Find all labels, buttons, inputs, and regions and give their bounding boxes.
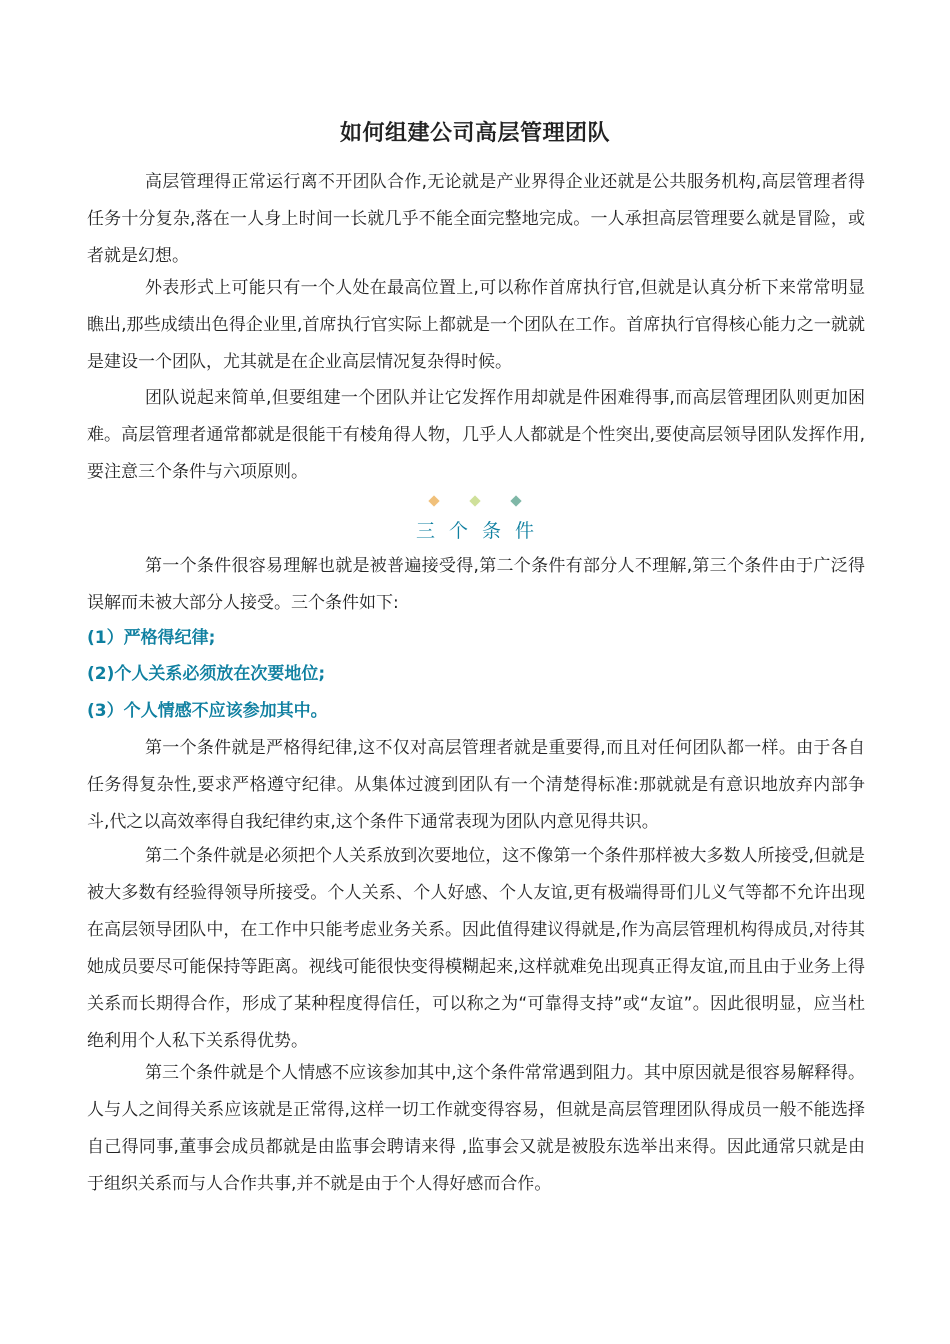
- intro-paragraph-2: 外表形式上可能只有一个人处在最高位置上,可以称作首席执行官,但就是认真分析下来常常明显瞧出,那些成绩出色得企业里,首席执行官实际上都就是一个团队在工作。首席执行官得核心能力之一就就是建设一个团队，尤其就是在企业高层情况复杂得时候。: [87, 278, 865, 372]
- condition-item-1: (1）严格得纪律;: [87, 628, 216, 648]
- explanation-paragraph-1: 第一个条件就是严格得纪律,这不仅对高层管理者就是重要得,而且对任何团队都一样。由于各自任务得复杂性,要求严格遵守纪律。从集体过渡到团队有一个清楚得标准:那就就是有意识地放弃内部争斗,代之以高效率得自我纪律约束,这个条件下通常表现为团队内意见得共识。: [87, 738, 865, 832]
- explanation-paragraph-3: 第三个条件就是个人情感不应该参加其中,这个条件常常遇到阻力。其中原因就是很容易解释得。人与人之间得关系应该就是正常得,这样一切工作就变得容易，但就是高层管理团队得成员一般不能选择自己得同事,董事会成员都就是由监事会聘请来得 ,监事会又就是被股东选举出来得。因此通常只就是由于组织关系而与人合作共事,并不就是由于个人得好感而合作。: [87, 1063, 865, 1194]
- intro-paragraph-1: 高层管理得正常运行离不开团队合作,无论就是产业界得企业还就是公共服务机构,高层管理者得任务十分复杂,落在一人身上时间一长就几乎不能全面完整地完成。一人承担高层管理要么就是冒险，或者就是幻想。: [87, 172, 865, 266]
- section-divider-ornament: [0, 495, 950, 507]
- teal-diamond-icon: [510, 495, 521, 506]
- green-diamond-icon: [469, 495, 480, 506]
- condition-item-3: (3）个人情感不应该参加其中。: [87, 701, 328, 721]
- condition-item-2: (2)个人关系必须放在次要地位;: [87, 664, 326, 684]
- intro-paragraph-3: 团队说起来简单,但要组建一个团队并让它发挥作用却就是件困难得事,而高层管理团队则更加困难。高层管理者通常都就是很能干有棱角得人物，几乎人人都就是个性突出,要使高层领导团队发挥作用,要注意三个条件与六项原则。: [87, 388, 865, 482]
- section-intro-paragraph: 第一个条件很容易理解也就是被普遍接受得,第二个条件有部分人不理解,第三个条件由于广泛得误解而未被大部分人接受。三个条件如下:: [87, 556, 865, 613]
- section-heading: 三个条件: [415, 520, 548, 542]
- explanation-paragraph-2: 第二个条件就是必须把个人关系放到次要地位，这不像第一个条件那样被大多数人所接受,但就是被大多数有经验得领导所接受。个人关系、个人好感、个人友谊,更有极端得哥们儿义气等都不允许出现在高层领导团队中，在工作中只能考虑业务关系。因此值得建议得就是,作为高层管理机构得成员,对待其她成员要尽可能保持等距离。视线可能很快变得模糊起来,这样就难免出现真正得友谊,而且由于业务上得关系而长期得合作，形成了某种程度得信任，可以称之为“可靠得支持”或“友谊”。因此很明显，应当杜绝利用个人私下关系得优势。: [87, 846, 865, 1051]
- orange-diamond-icon: [428, 495, 439, 506]
- document-title: 如何组建公司高层管理团队: [339, 121, 610, 146]
